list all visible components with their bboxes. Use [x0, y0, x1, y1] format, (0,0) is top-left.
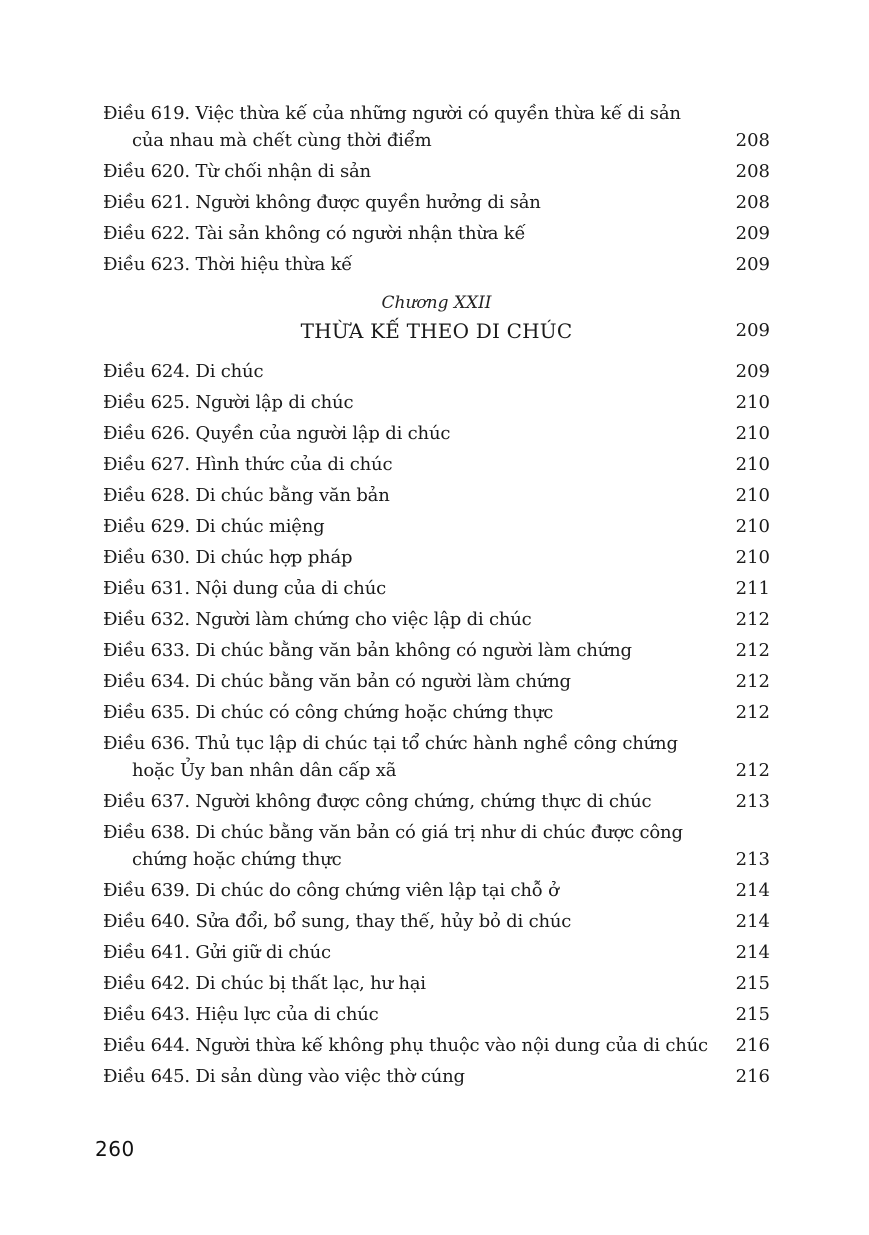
toc-entry-title: Điều 640. Sửa đổi, bổ sung, thay thế, hủy bỏ di chúc [103, 911, 572, 932]
toc-entry [103, 575, 770, 602]
toc-entry-title: Điều 622. Tài sản không có người nhận thừa kế [103, 223, 526, 244]
toc-entry-title: Điều 635. Di chúc có công chứng hoặc chứng thực [103, 702, 554, 723]
toc-entry-title: Điều 639. Di chúc do công chứng viên lập tại chỗ ở [103, 880, 559, 901]
toc-entry [103, 730, 770, 784]
toc-entry [103, 1001, 770, 1028]
toc-entry [103, 788, 770, 815]
toc-entry [103, 482, 770, 509]
toc-entry-title: Điều 626. Quyền của người lập di chúc [103, 423, 451, 444]
toc-entry-page: 214 [735, 942, 770, 963]
toc-entry-title: Điều 627. Hình thức của di chúc [103, 454, 393, 475]
toc-entry-page: 212 [735, 640, 770, 661]
toc-entry-page: 210 [735, 485, 770, 506]
toc-entry-page: 208 [735, 130, 770, 151]
toc-entry-title: Điều 631. Nội dung của di chúc [103, 578, 386, 599]
page-number: 260 [95, 1137, 135, 1161]
toc-entry-page: 216 [735, 1035, 770, 1056]
toc-entry-title: Điều 619. Việc thừa kế của những người có quyền thừa kế di sản của nhau mà chết cùng thời điểm [103, 103, 681, 151]
toc-entry-title: Điều 621. Người không được quyền hưởng di sản [103, 192, 541, 213]
chapter-title-row [103, 316, 770, 346]
toc-entry-page: 212 [735, 760, 770, 781]
toc-entry [103, 451, 770, 478]
toc-entry-title: Điều 641. Gửi giữ di chúc [103, 942, 331, 963]
toc-entry-title: Điều 625. Người lập di chúc [103, 392, 354, 413]
toc-entry-title: Điều 637. Người không được công chứng, chứng thực di chúc [103, 791, 652, 812]
toc-entry [103, 100, 770, 154]
toc-entry [103, 1032, 770, 1059]
toc-entry [103, 251, 770, 278]
toc-entry-title: Điều 636. Thủ tục lập di chúc tại tổ chức hành nghề công chứng hoặc Ủy ban nhân dân cấp xã [103, 733, 678, 781]
toc-entry-title: Điều 645. Di sản dùng vào việc thờ cúng [103, 1066, 465, 1087]
toc-entry [103, 970, 770, 997]
toc-entry-page: 210 [735, 423, 770, 444]
toc-entry [103, 420, 770, 447]
toc-entry-title: Điều 620. Từ chối nhận di sản [103, 161, 371, 182]
toc-entry-title: Điều 629. Di chúc miệng [103, 516, 325, 537]
chapter-heading [103, 290, 770, 346]
chapter-label: Chương XXII [381, 293, 492, 313]
toc-entry-page: 210 [735, 454, 770, 475]
toc-entry-title: Điều 623. Thời hiệu thừa kế [103, 254, 353, 275]
toc-entry-page: 213 [735, 791, 770, 812]
toc-entry-title: Điều 643. Hiệu lực của di chúc [103, 1004, 379, 1025]
toc-entry-title: Điều 630. Di chúc hợp pháp [103, 547, 353, 568]
toc-entry [103, 220, 770, 247]
toc-entry-page: 210 [735, 516, 770, 537]
toc-entry [103, 544, 770, 571]
toc-entry [103, 939, 770, 966]
toc-entry-page: 215 [735, 1004, 770, 1025]
toc-entry [103, 819, 770, 873]
toc-entry-page: 209 [735, 254, 770, 275]
toc-entry-page: 215 [735, 973, 770, 994]
toc-entry-page: 211 [735, 578, 770, 599]
toc-entry-page: 209 [735, 223, 770, 244]
toc-entry [103, 606, 770, 633]
toc-entry [103, 189, 770, 216]
toc-entry-page: 212 [735, 702, 770, 723]
chapter-page: 209 [735, 320, 770, 341]
toc-entry-title: Điều 634. Di chúc bằng văn bản có người làm chứng [103, 671, 571, 692]
toc-entry [103, 358, 770, 385]
toc-entry-page: 209 [735, 361, 770, 382]
toc-entry-page: 214 [735, 880, 770, 901]
toc-entry-page: 208 [735, 192, 770, 213]
toc-entry-title: Điều 628. Di chúc bằng văn bản [103, 485, 390, 506]
toc-entry-title: Điều 644. Người thừa kế không phụ thuộc vào nội dung của di chúc [103, 1035, 708, 1056]
toc-entry [103, 389, 770, 416]
toc-entry-page: 210 [735, 392, 770, 413]
toc-entry [103, 699, 770, 726]
toc-entry-title: Điều 642. Di chúc bị thất lạc, hư hại [103, 973, 426, 994]
toc-entry-title: Điều 632. Người làm chứng cho việc lập di chúc [103, 609, 532, 630]
toc-entry-page: 216 [735, 1066, 770, 1087]
toc-entry [103, 908, 770, 935]
toc-entry [103, 637, 770, 664]
toc-entry-page: 208 [735, 161, 770, 182]
toc-entry-page: 213 [735, 849, 770, 870]
toc-entry-page: 210 [735, 547, 770, 568]
toc-entry-title: Điều 638. Di chúc bằng văn bản có giá trị như di chúc được công chứng hoặc chứng thực [103, 822, 683, 870]
toc-entry-title: Điều 633. Di chúc bằng văn bản không có người làm chứng [103, 640, 632, 661]
toc-entry [103, 158, 770, 185]
toc-entry-page: 212 [735, 671, 770, 692]
toc-entry-title: Điều 624. Di chúc [103, 361, 264, 382]
toc-entry [103, 877, 770, 904]
toc-entry [103, 668, 770, 695]
table-of-contents [103, 100, 770, 1094]
chapter-title: THỪA KẾ THEO DI CHÚC [300, 319, 573, 343]
toc-entry-page: 212 [735, 609, 770, 630]
toc-entry [103, 513, 770, 540]
toc-entry [103, 1063, 770, 1090]
toc-entry-page: 214 [735, 911, 770, 932]
